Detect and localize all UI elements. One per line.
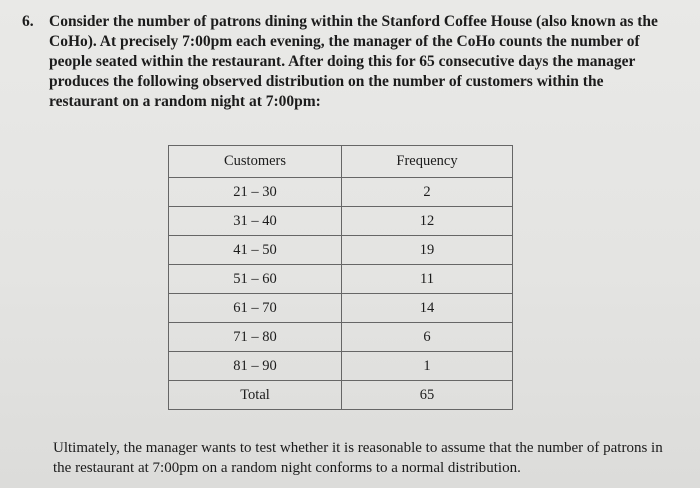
- frequency-cell: 14: [342, 294, 513, 323]
- header-customers: Customers: [169, 146, 342, 178]
- customers-cell: 71 – 80: [169, 323, 342, 352]
- frequency-cell: 19: [342, 236, 513, 265]
- table-row: [169, 207, 513, 236]
- problem-text: Consider the number of patrons dining within the Stanford Coffee House (also known as the CoHo). At precisely 7:00pm each evening, the manager of the CoHo counts the number of people seated within the restaurant. After doing this for 65 consecutive days the manager produces the following observed distribution on the number of customers within the restaurant on a random night at 7:00pm:: [49, 13, 658, 110]
- table-row: [169, 352, 513, 381]
- header-frequency: Frequency: [342, 146, 513, 178]
- table-row: [169, 323, 513, 352]
- frequency-cell: 1: [342, 352, 513, 381]
- total-label-cell: Total: [169, 381, 342, 410]
- frequency-cell: 2: [342, 178, 513, 207]
- customers-cell: 21 – 30: [169, 178, 342, 207]
- customers-cell: 81 – 90: [169, 352, 342, 381]
- frequency-cell: 6: [342, 323, 513, 352]
- customers-cell: 61 – 70: [169, 294, 342, 323]
- table-row: [169, 265, 513, 294]
- frequency-table: [168, 145, 513, 410]
- table-row: [169, 294, 513, 323]
- table-header-row: [169, 146, 513, 178]
- frequency-cell: 11: [342, 265, 513, 294]
- frequency-cell: 12: [342, 207, 513, 236]
- table-row: [169, 178, 513, 207]
- problem-statement: [22, 12, 682, 112]
- customers-cell: 31 – 40: [169, 207, 342, 236]
- customers-cell: 51 – 60: [169, 265, 342, 294]
- table-row: [169, 236, 513, 265]
- customers-cell: 41 – 50: [169, 236, 342, 265]
- problem-number: 6.: [22, 13, 34, 30]
- conclusion-text: Ultimately, the manager wants to test whether it is reasonable to assume that the number of patrons in the restaurant at 7:00pm on a random night conforms to a normal distribution.: [53, 440, 663, 476]
- table-total-row: [169, 381, 513, 410]
- total-value-cell: 65: [342, 381, 513, 410]
